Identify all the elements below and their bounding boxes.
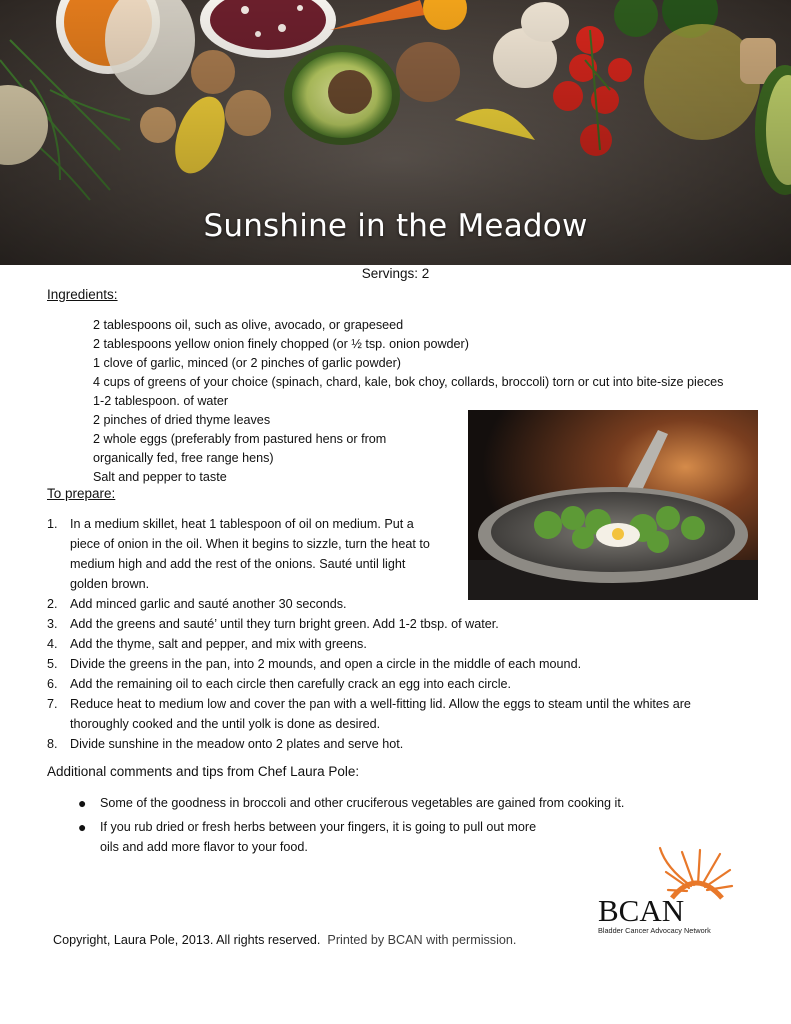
tip-text-line: Some of the goodness in broccoli and other cruciferous vegetables are gained from cooking it. bbox=[100, 796, 625, 810]
bcan-logo bbox=[596, 838, 736, 938]
tip-text-line: oils and add more flavor to your food. bbox=[100, 840, 308, 854]
ingredient-item: 1-2 tablespoon. of water bbox=[93, 394, 229, 408]
instruction-step bbox=[47, 674, 691, 694]
tip-item bbox=[78, 817, 624, 857]
instruction-step bbox=[47, 514, 691, 594]
step-number: 5. bbox=[47, 657, 58, 671]
step-text-line: Reduce heat to medium low and cover the pan with a well-fitting lid. Allow the eggs to steam until the whites are bbox=[70, 697, 691, 711]
instruction-step bbox=[47, 614, 691, 634]
instruction-step bbox=[47, 634, 691, 654]
logo-subtitle: Bladder Cancer Advocacy Network bbox=[598, 926, 711, 935]
ingredient-item: 2 whole eggs (preferably from pastured hens or from bbox=[93, 432, 387, 446]
bullet-icon: ● bbox=[78, 795, 87, 811]
permission-text: Printed by BCAN with permission. bbox=[327, 933, 517, 947]
step-number: 4. bbox=[47, 637, 58, 651]
step-number: 3. bbox=[47, 617, 58, 631]
step-number: 8. bbox=[47, 737, 58, 751]
step-text-line: Add the remaining oil to each circle then carefully crack an egg into each circle. bbox=[70, 677, 512, 691]
step-text-line: golden brown. bbox=[70, 577, 150, 591]
tips-list bbox=[78, 793, 624, 861]
recipe-title: Sunshine in the Meadow bbox=[203, 208, 588, 244]
servings-text: Servings: 2 bbox=[361, 266, 430, 281]
tips-heading: Additional comments and tips from Chef Laura Pole: bbox=[47, 764, 360, 779]
instruction-step bbox=[47, 694, 691, 734]
tip-text-line: If you rub dried or fresh herbs between your fingers, it is going to pull out more bbox=[100, 820, 537, 834]
ingredients-heading: Ingredients: bbox=[47, 287, 118, 302]
step-text-line: Add the thyme, salt and pepper, and mix with greens. bbox=[70, 637, 367, 651]
step-text-line: Divide sunshine in the meadow onto 2 plates and serve hot. bbox=[70, 737, 404, 751]
ingredient-item: Salt and pepper to taste bbox=[93, 470, 227, 484]
ingredient-item: 2 tablespoons yellow onion finely chopped (or ½ tsp. onion powder) bbox=[93, 337, 469, 351]
step-number: 7. bbox=[47, 697, 58, 711]
step-text-line: Add the greens and sauté’ until they turn bright green. Add 1-2 tbsp. of water. bbox=[70, 617, 499, 631]
logo-wordmark: BCAN bbox=[598, 893, 685, 928]
prepare-heading: To prepare: bbox=[47, 486, 116, 501]
copyright-footer bbox=[53, 933, 516, 947]
step-number: 1. bbox=[47, 517, 58, 531]
step-text-line: medium high and add the rest of the onions. Sauté until light bbox=[70, 557, 406, 571]
hero-banner bbox=[0, 0, 791, 265]
step-text-line: thoroughly cooked and the until yolk is done as desired. bbox=[70, 717, 381, 731]
ingredient-item: 1 clove of garlic, minced (or 2 pinches of garlic powder) bbox=[93, 356, 401, 370]
ingredient-item: 2 tablespoons oil, such as olive, avocado, or grapeseed bbox=[93, 318, 404, 332]
bullet-icon: ● bbox=[78, 819, 87, 835]
tip-item bbox=[78, 793, 624, 813]
step-text-line: Add minced garlic and sauté another 30 seconds. bbox=[70, 597, 347, 611]
copyright-text: Copyright, Laura Pole, 2013. All rights reserved. bbox=[53, 933, 321, 947]
instruction-step bbox=[47, 654, 691, 674]
instructions-list bbox=[47, 514, 691, 754]
ingredient-item: 4 cups of greens of your choice (spinach, chard, kale, bok choy, collards, broccoli) torn or cut into bite-size pieces bbox=[93, 375, 724, 389]
step-text-line: piece of onion in the oil. When it begins to sizzle, turn the heat to bbox=[70, 537, 430, 551]
step-number: 2. bbox=[47, 597, 58, 611]
ingredient-item: organically fed, free range hens) bbox=[93, 451, 274, 465]
step-text-line: Divide the greens in the pan, into 2 mounds, and open a circle in the middle of each mound. bbox=[70, 657, 582, 671]
step-number: 6. bbox=[47, 677, 58, 691]
step-text-line: In a medium skillet, heat 1 tablespoon of oil on medium. Put a bbox=[70, 517, 414, 531]
ingredient-item: 2 pinches of dried thyme leaves bbox=[93, 413, 271, 427]
instruction-step bbox=[47, 734, 691, 754]
instruction-step bbox=[47, 594, 691, 614]
